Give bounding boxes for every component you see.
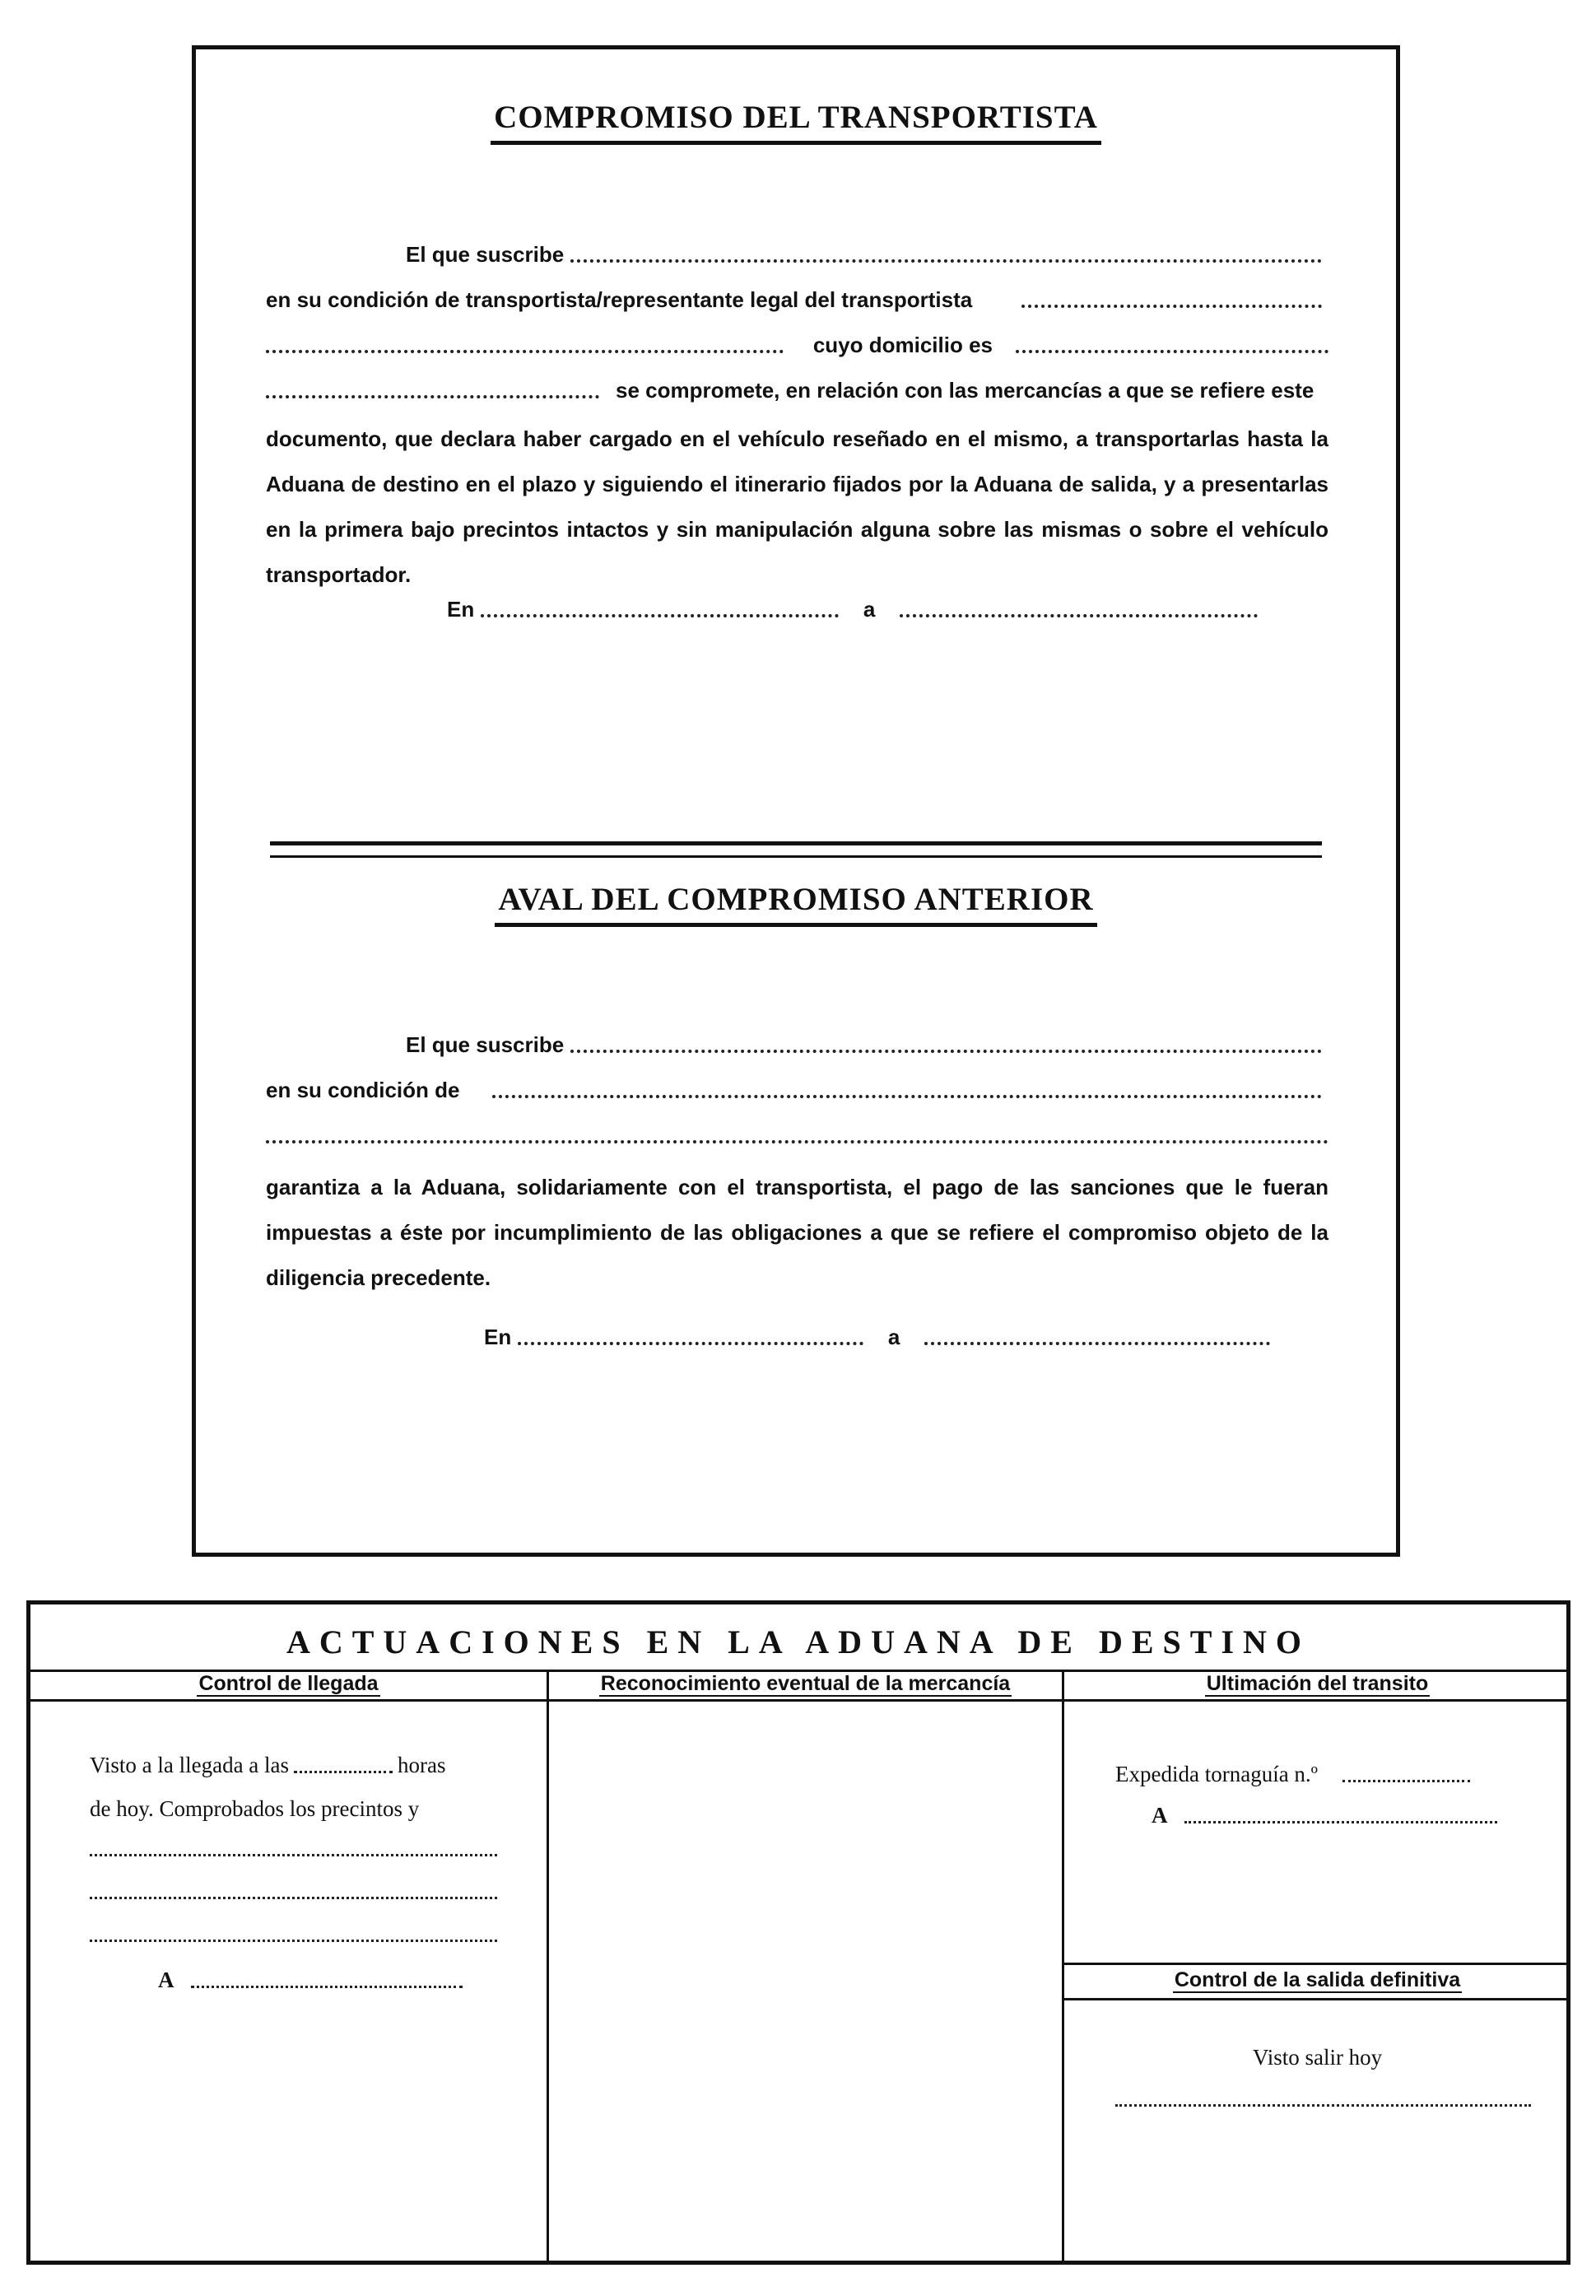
carrier-name-continued-field[interactable] (266, 350, 784, 353)
transportista-body-text: documento, que declara haber cargado en el vehículo reseñado en el mismo, a transportarlas hasta la Aduana de destino en el plazo y siguiendo el itinerario fijados por la Aduana de salida, y a presentarlas en la primera bajo precintos intactos y sin manipulación alguna sobre las mismas o sobre el vehículo transportador. (266, 426, 1328, 587)
completion-sign-label: A (1152, 1803, 1168, 1828)
arrival-control-header: Control de llegada (198, 1672, 379, 1695)
place-label: En (447, 597, 475, 622)
aval-place-date-line (484, 1317, 1277, 1350)
return-waybill-text: Expedida tornaguía n.º (1115, 1762, 1319, 1786)
arrival-sign-field[interactable] (191, 1986, 463, 1988)
date-label: a (863, 597, 876, 622)
aval-title: AVAL DEL COMPROMISO ANTERIOR (196, 881, 1396, 927)
exit-seen-line (1064, 2041, 1570, 2070)
column-divider-1 (547, 1670, 549, 2261)
aval-signer-line (406, 1025, 1328, 1058)
exit-control-bottom-rule (1064, 1998, 1566, 2000)
aval-condition-label: en su condición de (266, 1078, 460, 1102)
aval-body-text: garantiza a la Aduana, solidariamente con el transportista, el pago de las sanciones que le fueran impuestas a éste por incumplimiento de las obligaciones a que se refiere el compromiso objeto de la diligencia precedente. (266, 1175, 1328, 1290)
arrival-notes-field-1[interactable] (90, 1854, 497, 1856)
transit-completion-header: Ultimación del transito (1206, 1672, 1429, 1695)
commit-text: se compromete, en relación con las mercancías a que se refiere este (616, 378, 1314, 403)
transportista-place-date-line (447, 589, 1264, 622)
exit-notes-field[interactable] (1115, 2104, 1531, 2107)
aval-signer-field[interactable] (570, 1050, 1322, 1053)
return-waybill-number-field[interactable] (1342, 1780, 1470, 1782)
arrival-hours-field[interactable] (294, 1771, 393, 1773)
transportista-signer-line (406, 235, 1328, 268)
hours-text: horas (398, 1753, 446, 1777)
arrival-notes-line-3 (90, 1917, 502, 1947)
signer-label: El que suscribe (406, 242, 565, 267)
transportista-condition-line (266, 280, 1328, 313)
arrival-sign-label: A (158, 1968, 174, 1992)
exit-seen-text: Visto salir hoy (1252, 2045, 1383, 2070)
arrival-notes-field-3[interactable] (90, 1940, 497, 1942)
destination-title: ACTUACIONES EN LA ADUANA DE DESTINO (286, 1623, 1311, 1660)
aval-condition-continued-line (266, 1115, 1328, 1148)
domicile-field[interactable] (1016, 350, 1328, 353)
section-divider (270, 841, 1322, 858)
domicile-label: cuyo domicilio es (812, 333, 993, 357)
completion-sign-line (1152, 1799, 1502, 1828)
aval-date-label: a (887, 1325, 900, 1349)
aval-place-label: En (484, 1325, 512, 1349)
date-field[interactable] (900, 614, 1258, 617)
aval-signer-label: El que suscribe (406, 1032, 565, 1057)
arrival-notes-field-2[interactable] (90, 1897, 497, 1899)
signer-field[interactable] (570, 259, 1322, 263)
aval-condition-continued-field[interactable] (266, 1140, 1328, 1143)
completion-sign-field[interactable] (1184, 1821, 1497, 1823)
return-waybill-line (1115, 1758, 1475, 1787)
aval-condition-field[interactable] (492, 1095, 1322, 1098)
arrival-sign-line (158, 1963, 468, 1993)
transportista-commit-line (266, 370, 1328, 403)
aval-place-field[interactable] (518, 1342, 863, 1345)
exit-control-header: Control de la salida definitiva (1174, 1968, 1461, 1991)
seals-text: de hoy. Comprobados los precintos y (90, 1796, 420, 1821)
inspection-header: Reconocimiento eventual de la mercancía (600, 1672, 1011, 1695)
transportista-domicile-line (266, 325, 1328, 358)
destination-customs-box (26, 1600, 1570, 2265)
carrier-name-field[interactable] (1021, 305, 1322, 308)
commitment-form-box (192, 45, 1400, 1557)
arrival-notes-line-1 (90, 1832, 502, 1861)
condition-label: en su condición de transportista/representante legal del transportista (266, 287, 973, 312)
column-divider-2 (1062, 1670, 1064, 2261)
seals-line (90, 1792, 419, 1822)
exit-notes-line (1115, 2082, 1536, 2112)
arrival-time-line (90, 1749, 446, 1778)
arrival-text: Visto a la llegada a las (90, 1753, 290, 1777)
transportista-title: COMPROMISO DEL TRANSPORTISTA (196, 99, 1396, 145)
exit-control-top-rule (1064, 1963, 1566, 1965)
aval-condition-line (266, 1070, 1328, 1103)
arrival-notes-line-2 (90, 1875, 502, 1904)
place-field[interactable] (481, 614, 839, 617)
header-rule (30, 1699, 1566, 1702)
aval-date-field[interactable] (924, 1342, 1270, 1345)
domicile-continued-field[interactable] (266, 395, 599, 398)
